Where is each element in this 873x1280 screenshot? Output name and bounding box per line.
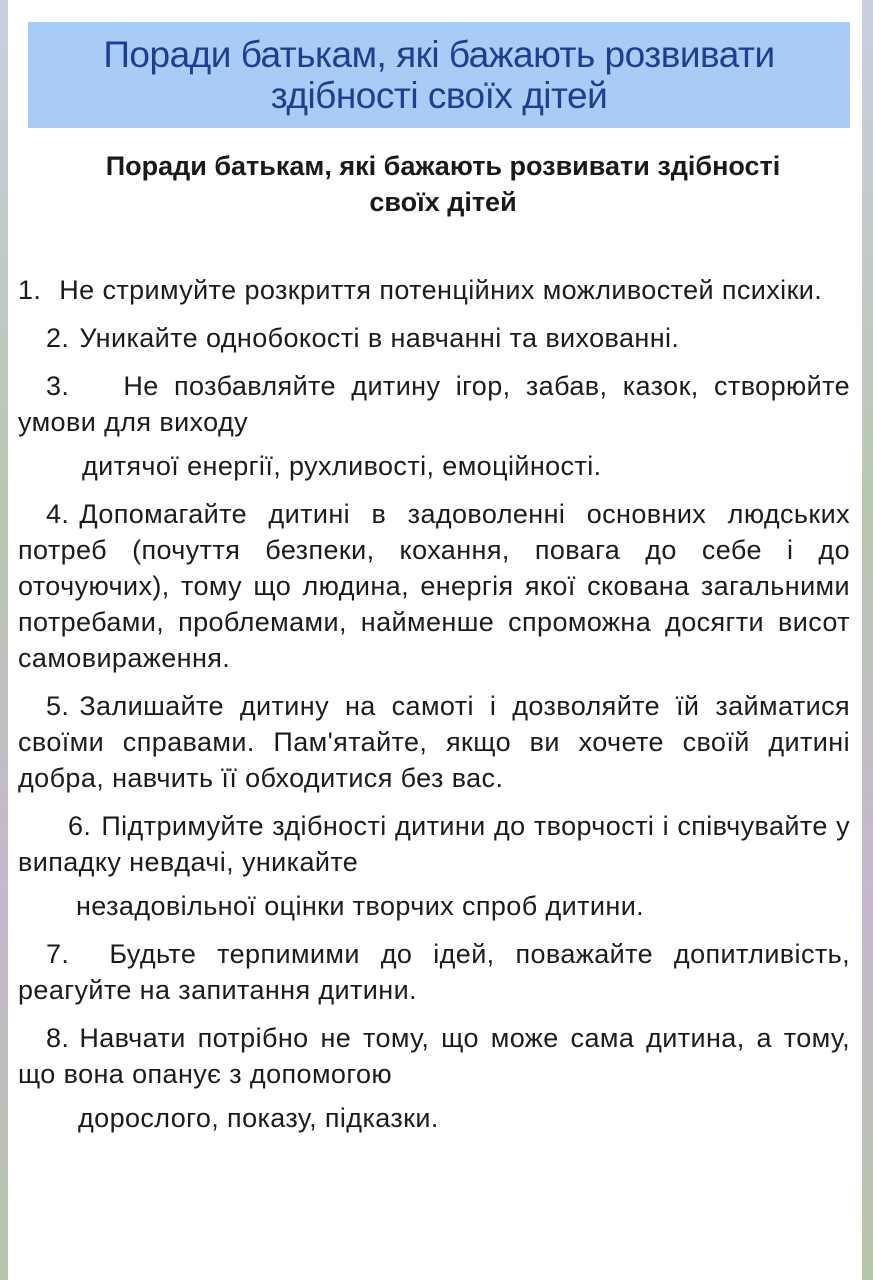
tip-6-continuation: незадовільної оцінки творчих спроб дитини. [76,891,645,921]
tip-3 [18,368,850,440]
title-banner [28,22,850,128]
tip-number: 7. [46,939,70,969]
tip-8-continuation: дорослого, показу, підказки. [78,1103,439,1133]
tip-text: Будьте терпимими до ідей, поважайте допитливість, реагуйте на запитання дитини. [18,939,850,1005]
document-page [8,0,862,1280]
tip-number: 2. [46,323,70,353]
tips-list [18,272,850,1148]
tip-number: 8. [46,1023,70,1053]
document-subtitle: Поради батькам, які бажають розвивати здібності своїх дітей [105,151,781,217]
tip-text: Уникайте однобокості в навчанні та вихованні. [79,323,680,353]
tip-7 [18,936,850,1008]
tip-text: Не позбавляйте дитину ігор, забав, казок, створюйте умови для виходу [18,371,850,437]
tip-6 [18,808,850,880]
tip-text: Навчати потрібно не тому, що може сама дитина, а тому, що вона опанує з допомогою [18,1023,850,1089]
tip-number: 1. [18,275,42,305]
tip-number: 3. [46,371,70,401]
tip-number: 5. [46,691,70,721]
tip-text: Підтримуйте здібності дитини до творчості і співчувайте у випадку невдачі, уникайте [18,811,850,877]
tip-number: 4. [46,499,70,529]
banner-title: Поради батькам, які бажають розвивати здібності своїх дітей [103,34,775,116]
tip-2 [18,320,850,356]
tip-8 [18,1020,850,1092]
tip-3-continuation: дитячої енергії, рухливості, емоційності. [82,451,602,481]
tip-text: Не стримуйте розкриття потенційних можливостей психіки. [59,275,823,305]
tip-1 [18,272,850,308]
tip-5 [18,688,850,796]
tip-text: Допомагайте дитині в задоволенні основних людських потреб (почуття безпеки, кохання, повага до себе і до оточуючих), тому що людина, енергія якої скована загальними потребами, проблемами, найменше спроможна досягти висот самовираження. [18,499,850,673]
tip-number: 6. [68,811,92,841]
background-edge-right [861,0,873,1280]
tip-text: Залишайте дитину на самоті і дозволяйте їй займатися своїми справами. Пам'ятайте, якщо ви хочете своїй дитині добра, навчить її обходитися без вас. [18,691,850,793]
tip-4 [18,496,850,676]
